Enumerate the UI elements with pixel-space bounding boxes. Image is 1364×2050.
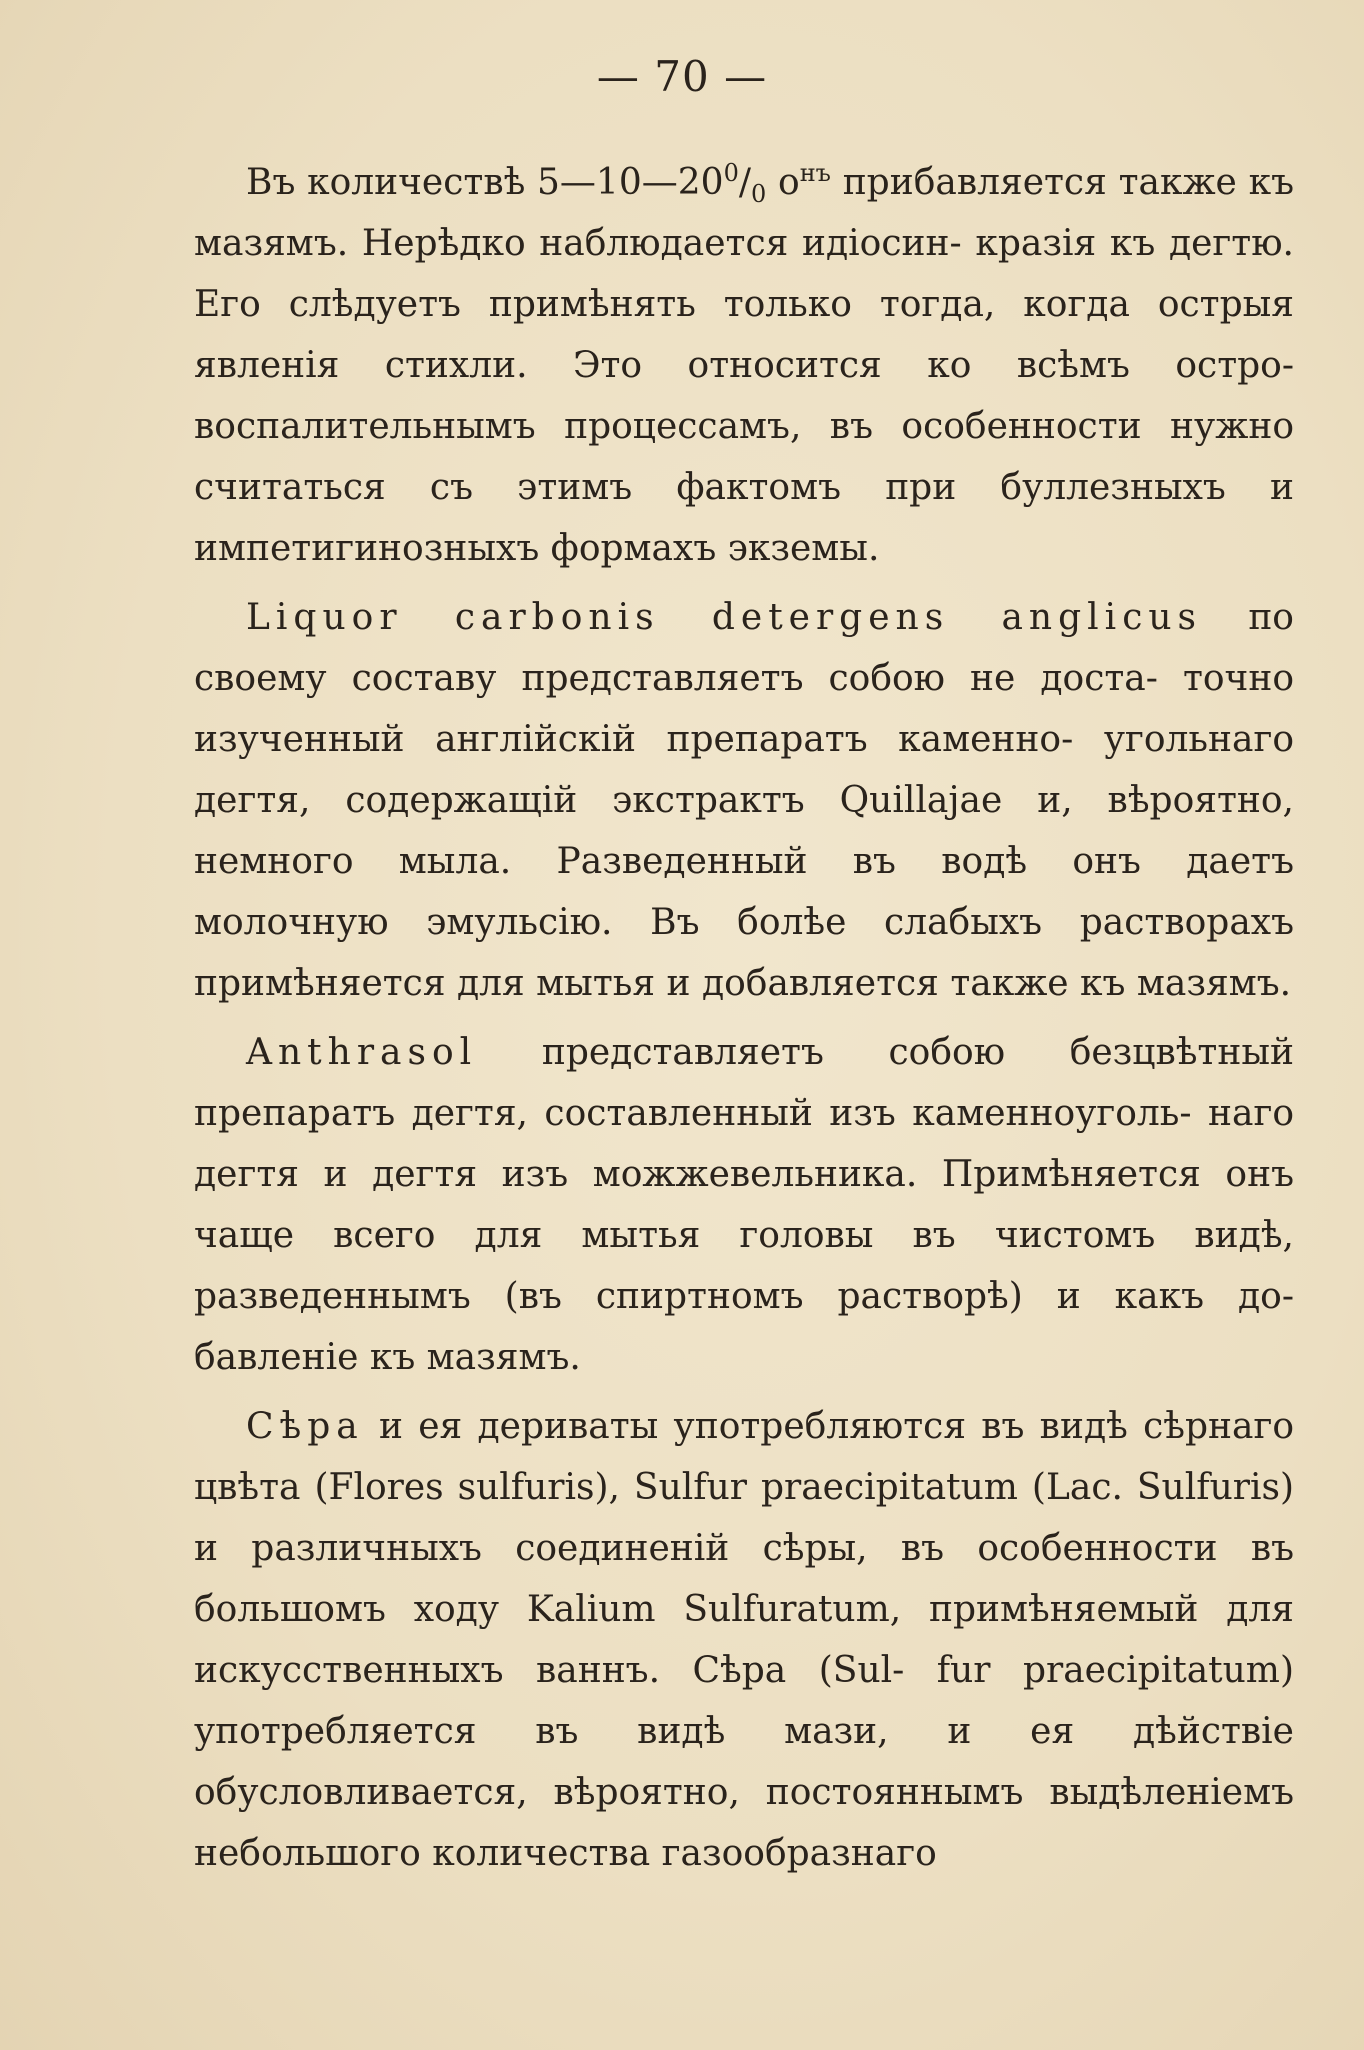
page-number: — 70 — — [596, 52, 768, 101]
text-line: ко всѣмъ остро-воспалительнымъ процессамъ, въ — [194, 345, 1294, 447]
text-line: бавленіе къ мазямъ. — [194, 1337, 581, 1378]
term-sulfur: Сѣра — [246, 1406, 364, 1447]
pronoun-sup: нъ — [799, 159, 831, 187]
text-line: экземы. — [727, 528, 880, 569]
paragraph-liquor-carbonis — [194, 587, 1294, 1014]
text-line: также къ мазямъ. — [950, 963, 1292, 1004]
percent-sub: 0 — [750, 180, 767, 209]
text-line: дѣйствіе обусловливается, вѣроятно, постояннымъ — [194, 1711, 1294, 1813]
text-line: и, вѣроятно, немного мыла. Разведенный въ водѣ — [194, 780, 1294, 882]
text-line: прибавляется — [830, 162, 1107, 203]
text-line: (Lac. Sulfuris) и различныхъ соединеній сѣры, въ — [194, 1467, 1295, 1569]
text-line: fur praecipitatum) употребляется въ видѣ мази, и ея — [194, 1650, 1294, 1752]
text-line: примѣняемый для искусственныхъ ваннъ. Сѣра (Sul- — [194, 1589, 1294, 1691]
body-text — [194, 152, 1294, 1884]
text-line: и ея дериваты употребляются въ видѣ — [363, 1406, 1128, 1447]
term-anthrasol: Anthrasol — [246, 1032, 478, 1073]
text-line: точно изученный англійскій препаратъ каменно- — [194, 658, 1294, 760]
text-line: препаратъ дегтя, составленный изъ каменноуголь- — [194, 1093, 1192, 1134]
term-liquor-carbonis: Liquor carbonis detergens anglicus — [246, 597, 1203, 638]
text-line: тогда, когда острыя явленія стихли. Это относится — [194, 284, 1294, 386]
text-line: также къ мазямъ. Нерѣдко наблюдается идіосин- — [194, 162, 1295, 264]
percent-sup: 0 — [723, 159, 739, 187]
text-line: сѣрнаго цвѣта (Flores sulfuris), Sulfur praecipitatum — [194, 1406, 1294, 1508]
pronoun: о — [766, 162, 800, 203]
text-line: онъ даетъ молочную эмульсію. Въ болѣе слабыхъ — [194, 841, 1294, 943]
percent-slash: / — [738, 162, 751, 203]
text-line: угольнаго дегтя, содержащій экстрактъ Quillajae — [194, 719, 1294, 821]
text-line: выдѣленіемъ небольшого количества газообразнаго — [194, 1772, 1294, 1874]
paragraph-tar-ointment — [194, 152, 1294, 579]
text-line: при буллезныхъ и импетигинозныхъ формахъ — [194, 467, 1294, 569]
text-line: наго дегтя и дегтя изъ можжевельника. Примѣняется — [194, 1093, 1294, 1195]
text-line: разведеннымъ (въ спиртномъ растворѣ) и какъ до- — [194, 1276, 1294, 1317]
text-line: Въ количествѣ 5—10—20 — [246, 162, 724, 203]
paragraph-anthrasol — [194, 1022, 1294, 1388]
text-line: растворахъ примѣняется для мытья и добавляется — [194, 902, 1294, 1004]
text-line: представляетъ собою безцвѣтный — [477, 1032, 1294, 1073]
text-line: особенности въ большомъ ходу Kalium Sulfuratum, — [194, 1528, 1294, 1630]
text-line: по своему составу представляетъ собою не доста- — [194, 597, 1294, 699]
paragraph-sulfur — [194, 1396, 1294, 1884]
text-line: особенности нужно считаться съ этимъ фактомъ — [194, 406, 1294, 508]
text-line: онъ чаще всего для мытья головы въ чистомъ видѣ, — [194, 1154, 1294, 1256]
text-line: кразія къ дегтю. Его слѣдуетъ примѣнять только — [194, 223, 1294, 325]
